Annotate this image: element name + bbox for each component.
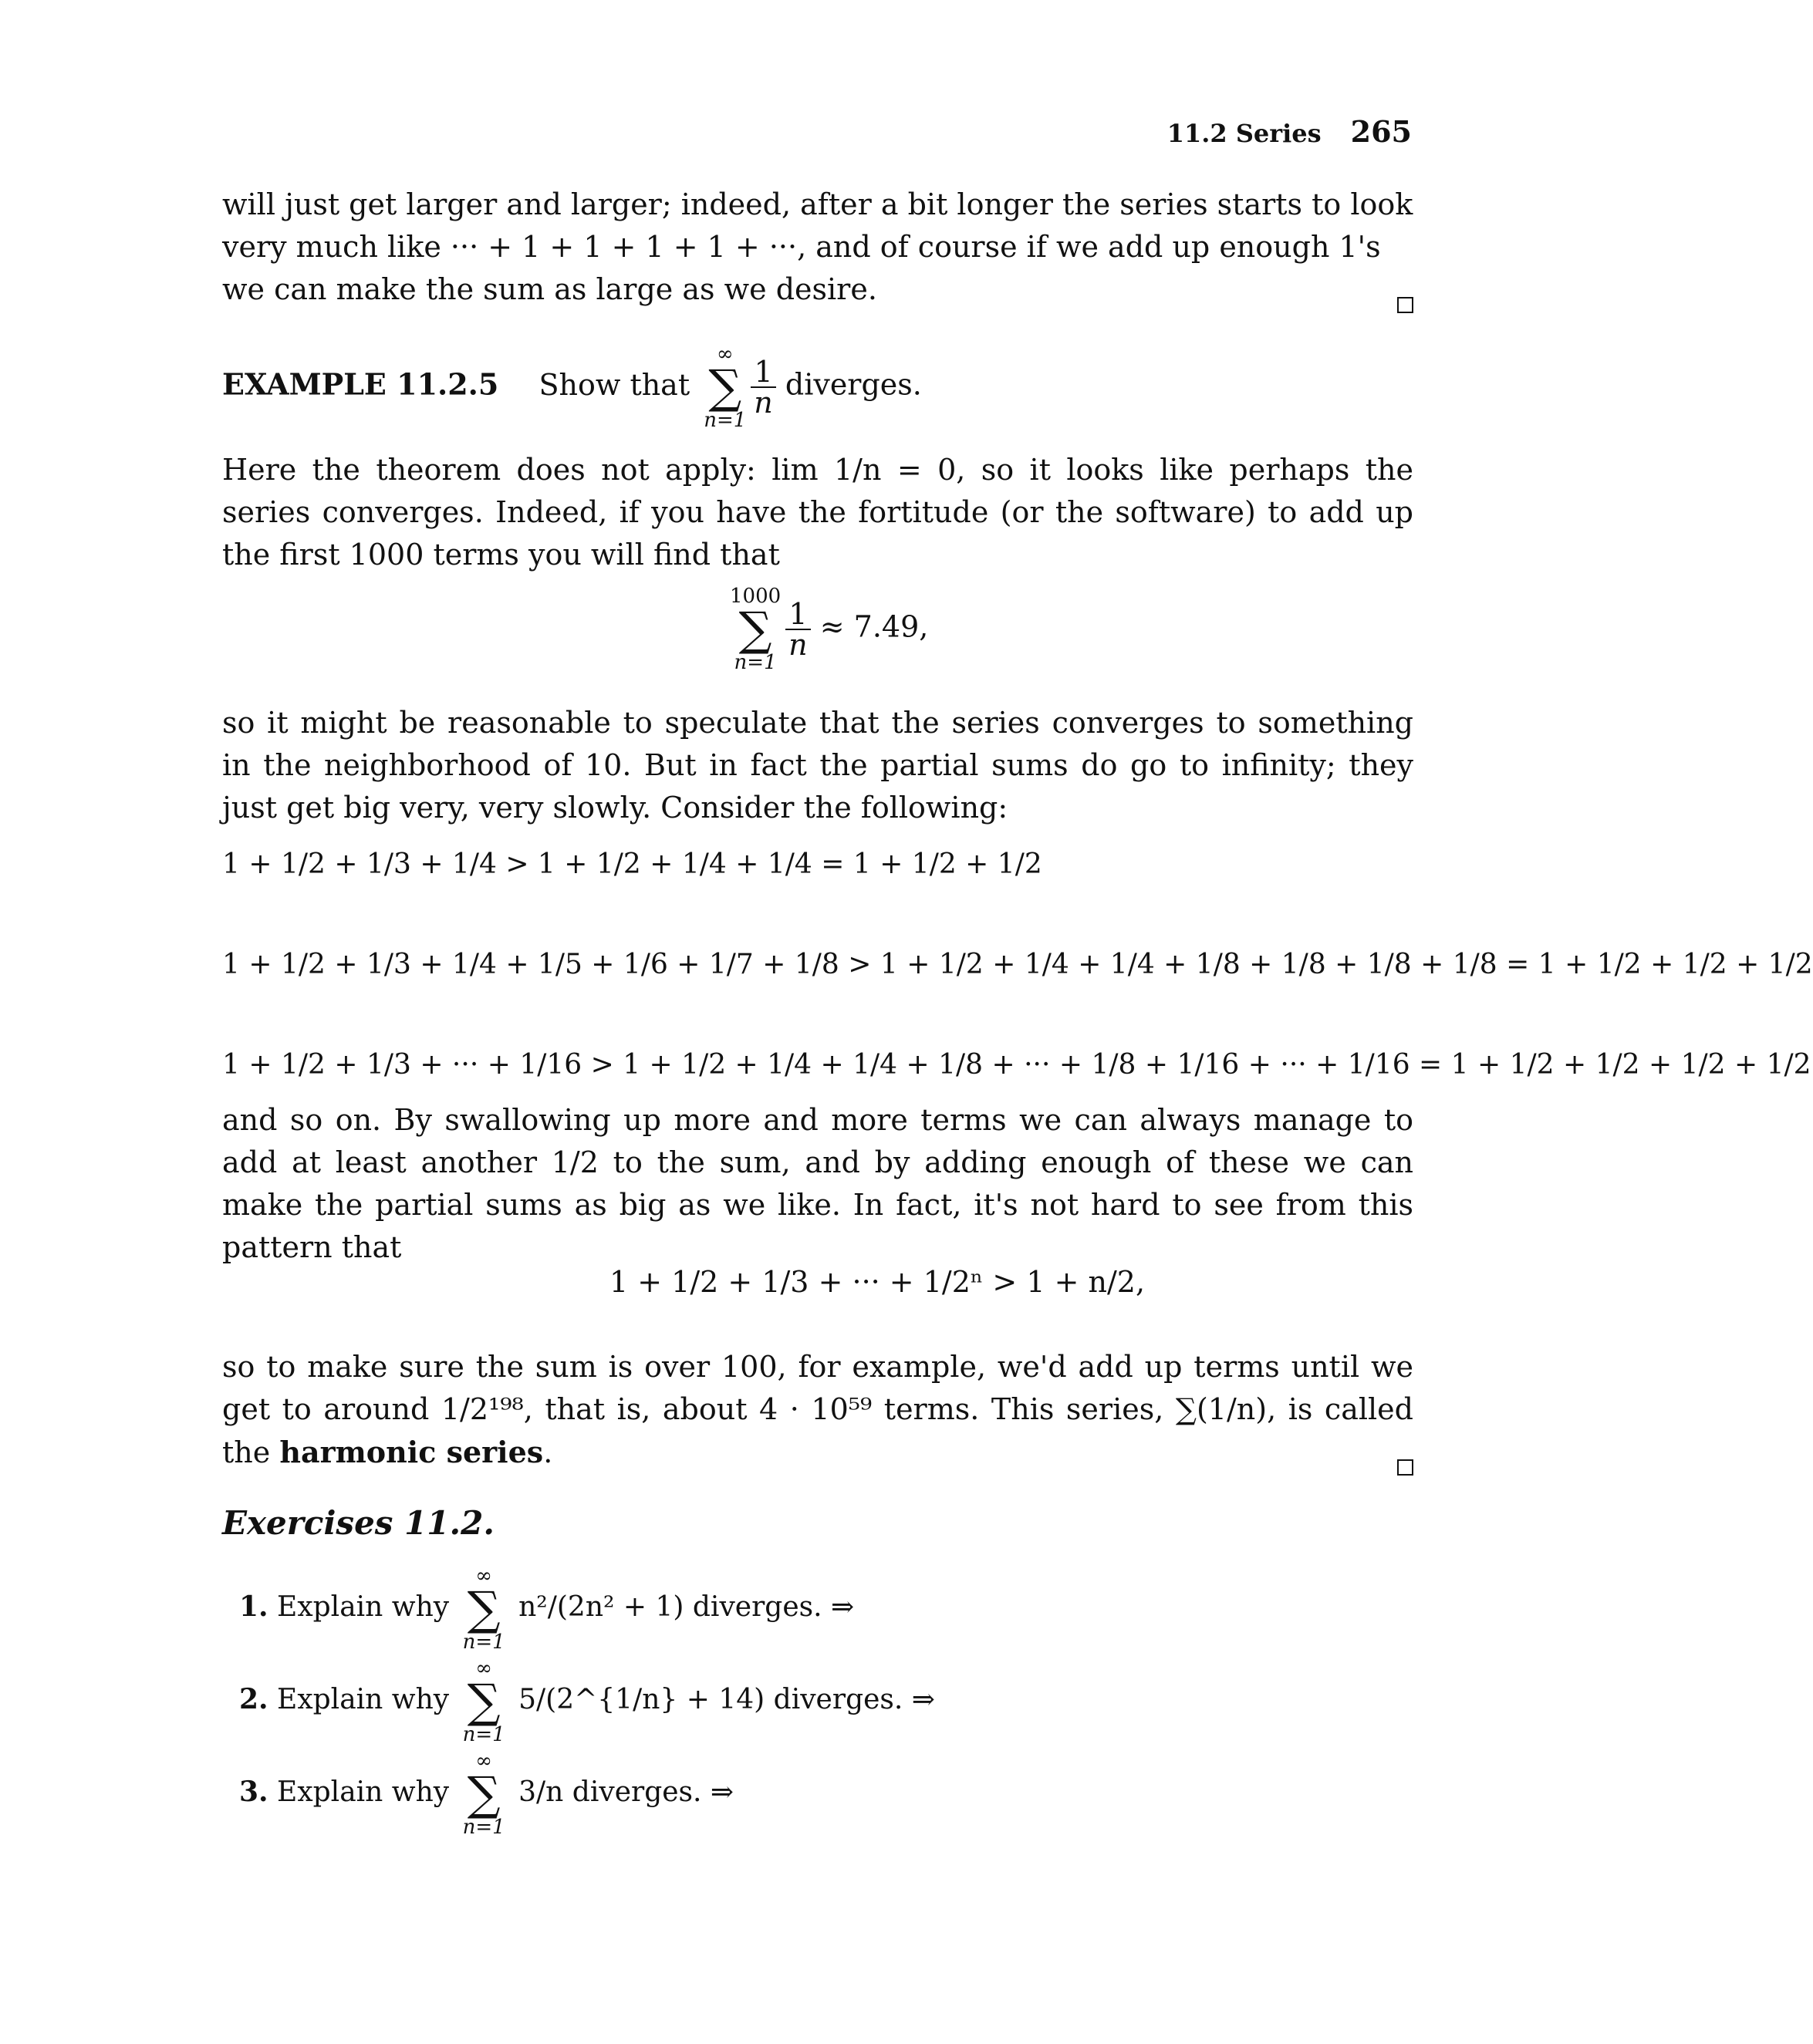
paragraph-2-text: Here the theorem does not apply: lim 1/n = 0, so it looks like perhaps the series converges. Indeed, if you have the fortitude (or the software) to add up the first 1000 terms you will find that [222, 453, 1413, 572]
exercise-number: 3. [239, 1776, 268, 1808]
exercise-number: 2. [239, 1683, 268, 1715]
inequality-chain-2: 1 + 1/2 + 1/3 + 1/4 + 1/5 + 1/6 + 1/7 + 1/8 > 1 + 1/2 + 1/4 + 1/4 + 1/8 + 1/8 + 1/8 + 1/8 = 1 + 1/2 + 1/2 + 1/2 [222, 949, 1813, 980]
display-1-result: ≈ 7.49, [819, 609, 929, 644]
exercises-title: Exercises 11.2. [222, 1504, 495, 1542]
paragraph-3-text: so it might be reasonable to speculate that the series converges to something in the neighborhood of 10. But in fact the partial sums do go to infinity; they just get big very, very slowly. Consider the following: [222, 706, 1413, 825]
paragraph-5-text: so to make sure the sum is over 100, for example, we'd add up terms until we get to around 1/2¹⁹⁸, that is, about 4 · 10⁵⁹ terms. This series, ∑(1/n), is called the [222, 1350, 1413, 1469]
fraction-display-1: $\frac{1}{n}$ [785, 599, 810, 659]
exercise-end: diverges. ⇒ [572, 1776, 734, 1808]
running-header [1096, 114, 1412, 150]
harmonic-series-term: harmonic series [279, 1435, 544, 1469]
page-number: 265 [1350, 114, 1412, 149]
exercise-text: Explain why [277, 1776, 450, 1808]
sum-symbol-1000: 1000 ∑ n=1 [730, 585, 782, 674]
sum-symbol: ∞ ∑ n=1 [462, 1657, 505, 1746]
paragraph-4 [222, 1099, 1413, 1269]
paragraph-1 [222, 184, 1413, 325]
example-heading [222, 344, 1413, 430]
example-statement-pre: Show that [538, 367, 690, 402]
display-sum-1000 [725, 586, 928, 673]
qed-box [1397, 282, 1413, 325]
paragraph-3 [222, 702, 1413, 829]
sum-symbol: ∞ ∑ n=1 [704, 342, 747, 432]
exercise-text: Explain why [277, 1591, 450, 1623]
exercise-term: 5/(2^{1/n} + 14) [518, 1684, 765, 1715]
display-inequality: 1 + 1/2 + 1/3 + ··· + 1/2ⁿ > 1 + n/2, [609, 1265, 1146, 1299]
paragraph-4-text: and so on. By swallowing up more and more terms we can always manage to add at least another 1/2 to the sum, and by adding enough of these we can make the partial sums as big as we like. In fact, it's not hard to see from this pattern that [222, 1103, 1413, 1264]
paragraph-5: so to make sure the sum is over 100, for example, we'd add up terms until we get to around 1/2¹⁹⁸, that is, about 4 · 10⁵⁹ terms. This series, ∑(1/n), is called the harmonic series. [222, 1346, 1413, 1487]
qed-box-2 [1397, 1445, 1413, 1487]
exercise-2 [239, 1658, 935, 1745]
inequality-chain-1: 1 + 1/2 + 1/3 + 1/4 > 1 + 1/2 + 1/4 + 1/4 = 1 + 1/2 + 1/2 [222, 848, 1042, 880]
exercise-3 [239, 1751, 734, 1837]
inequality-chain-3: 1 + 1/2 + 1/3 + ··· + 1/16 > 1 + 1/2 + 1/4 + 1/4 + 1/8 + ··· + 1/8 + 1/16 + ··· + 1/16 = 1 + 1/2 + 1/2 + 1/2 + 1/2 [222, 1049, 1811, 1081]
exercise-end: diverges. ⇒ [692, 1591, 855, 1623]
paragraph-2 [222, 449, 1413, 576]
fraction-1-over-n: $\frac{1}{n}$ [751, 357, 775, 417]
paragraph-1-text: will just get larger and larger; indeed, after a bit longer the series starts to look very much like ··· + 1 + 1 + 1 + 1 + ···, and of course if we add up enough 1's we can make the sum as large as we desire. [222, 187, 1413, 306]
exercise-text: Explain why [277, 1684, 450, 1715]
section-title: 11.2 Series [1166, 119, 1322, 148]
example-statement-post: diverges. [785, 367, 922, 402]
example-label: EXAMPLE 11.2.5 [222, 366, 499, 402]
exercise-term: 3/n [518, 1776, 564, 1808]
exercise-number: 1. [239, 1590, 268, 1623]
sum-symbol: ∞ ∑ n=1 [462, 1564, 505, 1654]
exercise-end: diverges. ⇒ [773, 1684, 935, 1715]
sum-symbol: ∞ ∑ n=1 [462, 1749, 505, 1839]
exercise-term: n²/(2n² + 1) [518, 1591, 684, 1623]
exercise-1 [239, 1566, 854, 1652]
